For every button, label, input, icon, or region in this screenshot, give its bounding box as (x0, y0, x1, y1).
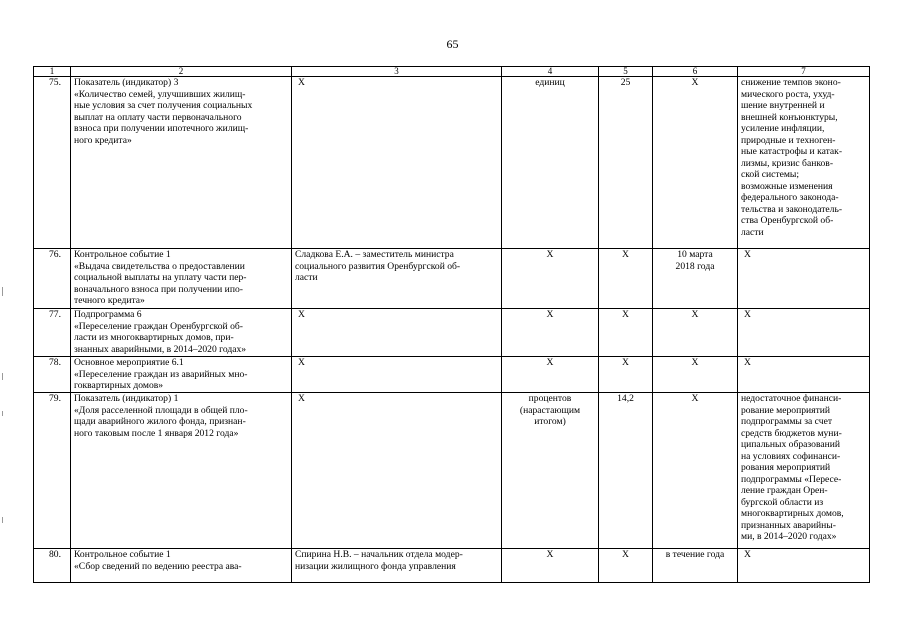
text-line: знанных аварийными, в 2014–2020 годах» (74, 343, 247, 355)
text-line: «Переселение граждан Оренбургской об- (74, 320, 243, 332)
text-line: воначального взноса при получении ипо- (74, 283, 243, 295)
text-line: Х (546, 357, 554, 368)
scan-margin-mark (2, 287, 3, 296)
unit-cell (502, 77, 599, 249)
row-number-cell: 80. (34, 549, 71, 583)
text-line: признанных аварийны- (741, 519, 836, 531)
text-line: ми, в 2014–2020 годах» (741, 531, 837, 542)
text-line: «Количество семей, улучшивших жилищ- (74, 88, 246, 100)
value-cell: Х (599, 357, 653, 393)
event-description-cell (71, 357, 292, 393)
text-line: Х (691, 357, 699, 368)
text-line: выплат на оплату части первоначального (74, 111, 242, 123)
table-row (34, 309, 870, 357)
text-line: усиление инфляции, (741, 123, 825, 134)
text-line: ской системы; (741, 169, 800, 180)
text-line: шение внутренней и (741, 100, 825, 111)
column-number: 1 (34, 67, 71, 77)
event-description-cell (71, 393, 292, 549)
text-line: Контрольное событие 1 (74, 549, 171, 560)
row-number-cell: 79. (34, 393, 71, 549)
unit-cell (502, 357, 599, 393)
risk-factors-cell (738, 309, 870, 357)
text-line: Х (691, 77, 699, 88)
row-number-cell: 76. (34, 249, 71, 309)
text-line: на условиях софинанси- (741, 450, 841, 462)
column-number: 4 (502, 67, 599, 77)
text-line: итогом) (534, 416, 566, 427)
text-line: ства Оренбургской об- (741, 215, 834, 226)
event-description-cell (71, 549, 292, 583)
text-line: лизмы, кризис банков- (741, 157, 834, 169)
text-line: ласти (741, 226, 764, 238)
row-number-cell: 78. (34, 357, 71, 393)
deadline-cell (653, 77, 738, 249)
text-line: Х (691, 393, 699, 404)
text-line: Х (546, 309, 554, 320)
text-line: ного таковым после 1 января 2012 года» (74, 427, 239, 439)
risk-factors-cell (738, 393, 870, 549)
text-line: ласти (295, 272, 318, 283)
text-line: Контрольное событие 1 (74, 249, 171, 260)
text-line: 10 марта (677, 249, 713, 260)
text-line: Х (744, 549, 751, 560)
text-line: взноса при получении ипотечного жилищ- (74, 123, 249, 134)
text-line: «Доля расселенной площади в общей пло- (74, 404, 248, 416)
column-number: 7 (738, 67, 870, 77)
text-line: Х (744, 249, 751, 260)
text-line: в течение года (665, 549, 725, 560)
responsible-person-cell (292, 77, 502, 249)
event-description-cell (71, 309, 292, 357)
responsible-person-cell (292, 357, 502, 393)
text-line: тельства и законодатель- (741, 203, 843, 215)
page-number: 65 (446, 37, 459, 51)
text-line: средств бюджетов муни- (741, 427, 842, 439)
program-indicators-table (33, 66, 870, 583)
text-line: рование мероприятий (741, 404, 831, 416)
text-line: ные условия за счет получения социальных (74, 100, 253, 111)
responsible-person-cell (292, 309, 502, 357)
column-number: 3 (292, 67, 502, 77)
value-cell: Х (599, 309, 653, 357)
deadline-cell (653, 549, 738, 583)
text-line: ление граждан Орен- (741, 485, 828, 496)
column-number: 6 (653, 67, 738, 77)
text-line: Х (546, 549, 554, 560)
text-line: щади аварийного жилого фонда, признан- (74, 416, 246, 427)
text-line: мического роста, ухуд- (741, 88, 835, 100)
deadline-cell (653, 309, 738, 357)
text-line: Х (298, 357, 305, 368)
deadline-cell (653, 357, 738, 393)
text-line: недостаточное финанси- (741, 393, 842, 404)
deadline-cell (653, 393, 738, 549)
risk-factors-cell (738, 249, 870, 309)
scan-margin-mark (2, 373, 3, 380)
text-line: природные и техноген- (741, 134, 836, 146)
table-row (34, 393, 870, 549)
risk-factors-cell (738, 549, 870, 583)
column-number: 2 (71, 67, 292, 77)
text-line: Х (298, 77, 305, 88)
risk-factors-cell (738, 77, 870, 249)
text-line: «Сбор сведений по ведению реестра ава- (74, 560, 242, 572)
unit-cell (502, 249, 599, 309)
value-cell: 25 (599, 77, 653, 249)
unit-cell (502, 393, 599, 549)
deadline-cell (653, 249, 738, 309)
text-line: Х (744, 357, 751, 368)
text-line: Х (744, 309, 751, 320)
scan-margin-mark (2, 411, 3, 416)
value-cell: 14,2 (599, 393, 653, 549)
text-line: многоквартирных домов, (741, 508, 844, 519)
unit-cell (502, 309, 599, 357)
text-line: снижение темпов эконо- (741, 77, 841, 88)
text-line: процентов (528, 393, 572, 404)
value-cell: Х (599, 549, 653, 583)
text-line: ципальных образований (741, 439, 841, 450)
table-row (34, 249, 870, 309)
row-number-cell: 77. (34, 309, 71, 357)
text-line: социального развития Оренбургской об- (295, 260, 461, 272)
event-description-cell (71, 77, 292, 249)
text-line: «Выдача свидетельства о предоставлении (74, 260, 245, 272)
text-line: гоквартирных домов» (74, 380, 164, 391)
table-row (34, 357, 870, 393)
text-line: бургской области из (741, 496, 824, 508)
text-line: Х (546, 249, 554, 260)
text-line: Х (691, 309, 699, 320)
text-line: Спирина Н.В. – начальник отдела модер- (295, 549, 463, 560)
value-cell: Х (599, 249, 653, 309)
text-line: рования мероприятий (741, 462, 831, 473)
column-number-header-row (34, 67, 870, 77)
text-line: течного кредита» (74, 295, 145, 306)
unit-cell (502, 549, 599, 583)
text-line: единиц (535, 77, 565, 88)
table-row (34, 549, 870, 583)
text-line: ласти из многоквартирных домов, при- (74, 332, 234, 343)
text-line: подпрограммы за счет (741, 416, 833, 427)
text-line: социальной выплаты на уплату части пер- (74, 272, 247, 283)
column-number: 5 (599, 67, 653, 77)
text-line: Основное мероприятие 6.1 (74, 357, 184, 368)
table-row (34, 77, 870, 249)
text-line: возможные изменения (741, 180, 833, 192)
text-line: внешней конъюнктуры, (741, 111, 838, 123)
text-line: Х (298, 309, 305, 320)
text-line: Х (298, 393, 305, 404)
text-line: низации жилищного фонда управления (295, 560, 456, 572)
text-line: подпрограммы «Пересе- (741, 473, 842, 485)
scan-margin-mark (2, 517, 3, 523)
text-line: Подпрограмма 6 (74, 309, 142, 320)
text-line: ные катастрофы и катак- (741, 146, 843, 157)
responsible-person-cell (292, 249, 502, 309)
text-line: федерального законода- (741, 192, 839, 203)
text-line: Сладкова Е.А. – заместитель министра (295, 249, 454, 260)
text-line: Показатель (индикатор) 1 (74, 393, 179, 404)
responsible-person-cell (292, 549, 502, 583)
text-line: (нарастающим (519, 404, 581, 416)
risk-factors-cell (738, 357, 870, 393)
row-number-cell: 75. (34, 77, 71, 249)
text-line: «Переселение граждан из аварийных мно- (74, 368, 248, 380)
text-line: Показатель (индикатор) 3 (74, 77, 179, 88)
responsible-person-cell (292, 393, 502, 549)
event-description-cell (71, 249, 292, 309)
text-line: ного кредита» (74, 134, 132, 146)
text-line: 2018 года (675, 260, 715, 272)
